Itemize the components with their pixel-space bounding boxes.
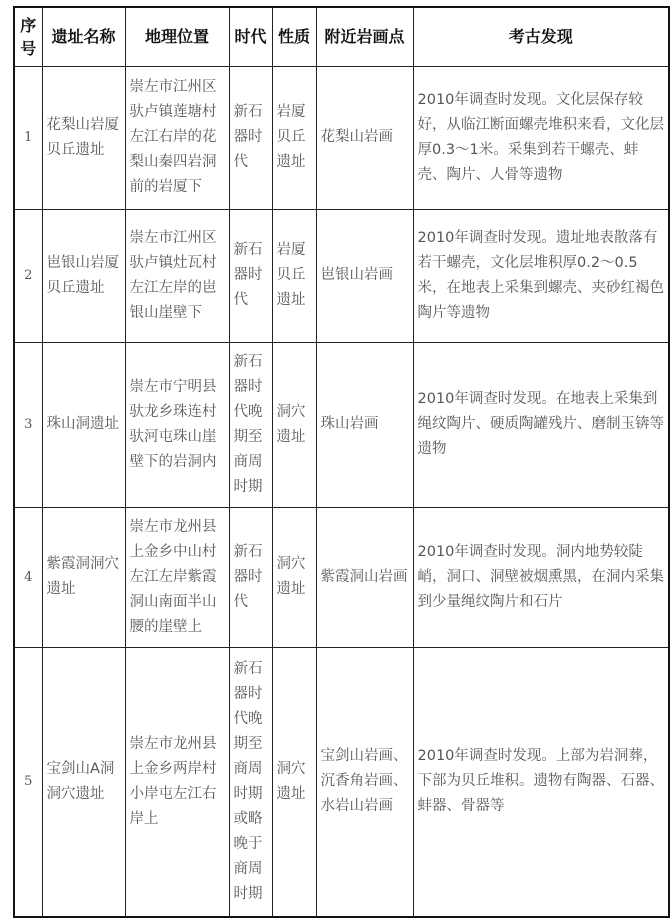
cell-rock-art: 宝剑山岩画、沉香角岩画、水岩山岩画 bbox=[316, 647, 413, 917]
cell-period: 新石器时代晚期至商周时期或略晚于商周时期 bbox=[229, 647, 272, 917]
cell-name: 紫霞洞洞穴遗址 bbox=[42, 507, 125, 647]
header-row bbox=[14, 7, 669, 66]
cell-nature: 岩厦贝丘遗址 bbox=[272, 66, 316, 209]
archaeological-sites-table bbox=[13, 6, 670, 918]
cell-location: 崇左市江州区驮卢镇莲塘村左江右岸的花梨山秦四岩洞前的岩厦下 bbox=[125, 66, 229, 209]
cell-period: 新石器时代晚期至商周时期 bbox=[229, 342, 272, 507]
header-name: 遗址名称 bbox=[42, 7, 125, 66]
header-num: 序号 bbox=[14, 7, 42, 66]
cell-name: 珠山洞遗址 bbox=[42, 342, 125, 507]
cell-location: 崇左市江州区驮卢镇灶瓦村左江左岸的岜银山崖壁下 bbox=[125, 209, 229, 342]
cell-num: 4 bbox=[14, 507, 42, 647]
table-row bbox=[14, 647, 669, 917]
cell-name: 花梨山岩厦贝丘遗址 bbox=[42, 66, 125, 209]
cell-rock-art: 紫霞洞山岩画 bbox=[316, 507, 413, 647]
cell-name: 岜银山岩厦贝丘遗址 bbox=[42, 209, 125, 342]
cell-rock-art: 珠山岩画 bbox=[316, 342, 413, 507]
cell-period: 新石器时代 bbox=[229, 66, 272, 209]
header-rock-art: 附近岩画点 bbox=[316, 7, 413, 66]
cell-period: 新石器时代 bbox=[229, 209, 272, 342]
header-findings: 考古发现 bbox=[413, 7, 669, 66]
cell-rock-art: 花梨山岩画 bbox=[316, 66, 413, 209]
cell-findings: 2010年调查时发现。遗址地表散落有若干螺壳，文化层堆积厚0.2～0.5米，在地表上采集到螺壳、夹砂红褐色陶片等遗物 bbox=[413, 209, 669, 342]
cell-location: 崇左市龙州县上金乡两岸村小岸屯左江右岸上 bbox=[125, 647, 229, 917]
cell-findings: 2010年调查时发现。洞内地势较陡峭，洞口、洞壁被烟熏黑，在洞内采集到少量绳纹陶片和石片 bbox=[413, 507, 669, 647]
table-row bbox=[14, 209, 669, 342]
cell-num: 3 bbox=[14, 342, 42, 507]
cell-location: 崇左市龙州县上金乡中山村左江左岸紫霞洞山南面半山腰的崖壁上 bbox=[125, 507, 229, 647]
cell-period: 新石器时代 bbox=[229, 507, 272, 647]
cell-name: 宝剑山A洞洞穴遗址 bbox=[42, 647, 125, 917]
header-period: 时代 bbox=[229, 7, 272, 66]
cell-location: 崇左市宁明县驮龙乡珠连村驮河屯珠山崖壁下的岩洞内 bbox=[125, 342, 229, 507]
cell-findings: 2010年调查时发现。文化层保存较好，从临江断面螺壳堆积来看，文化层厚0.3～1米。采集到若干螺壳、蚌壳、陶片、人骨等遗物 bbox=[413, 66, 669, 209]
cell-findings: 2010年调查时发现。在地表上采集到绳纹陶片、硬质陶罐残片、磨制玉锛等遗物 bbox=[413, 342, 669, 507]
cell-num: 5 bbox=[14, 647, 42, 917]
cell-nature: 洞穴遗址 bbox=[272, 342, 316, 507]
header-location: 地理位置 bbox=[125, 7, 229, 66]
cell-num: 1 bbox=[14, 66, 42, 209]
table-row bbox=[14, 507, 669, 647]
cell-num: 2 bbox=[14, 209, 42, 342]
cell-nature: 岩厦贝丘遗址 bbox=[272, 209, 316, 342]
cell-nature: 洞穴遗址 bbox=[272, 507, 316, 647]
table-row bbox=[14, 342, 669, 507]
cell-rock-art: 岜银山岩画 bbox=[316, 209, 413, 342]
header-nature: 性质 bbox=[272, 7, 316, 66]
cell-findings: 2010年调查时发现。上部为岩洞葬，下部为贝丘堆积。遗物有陶器、石器、蚌器、骨器等 bbox=[413, 647, 669, 917]
table-row bbox=[14, 66, 669, 209]
cell-nature: 洞穴遗址 bbox=[272, 647, 316, 917]
